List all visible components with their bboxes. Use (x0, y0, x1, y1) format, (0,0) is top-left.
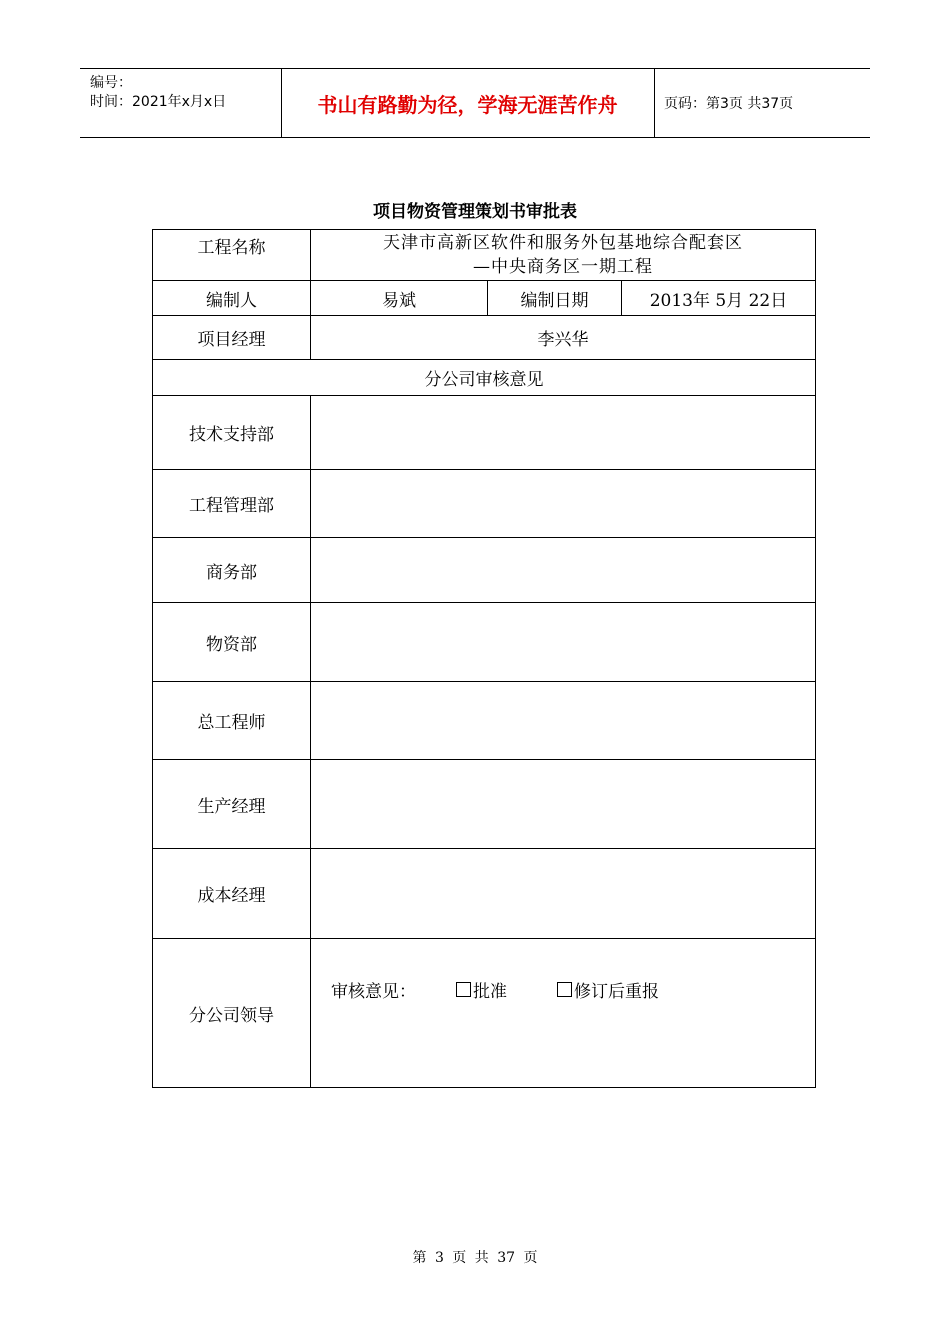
leader-label: 分公司领导 (153, 939, 311, 1088)
date-label: 编制日期 (488, 281, 622, 316)
project-name-label: 工程名称 (153, 230, 311, 281)
section-title: 分公司审核意见 (153, 360, 816, 396)
dept-row (153, 396, 816, 470)
dept-label: 物资部 (153, 603, 311, 682)
dept-opinion-cell[interactable] (311, 538, 816, 603)
dept-row (153, 849, 816, 939)
dept-opinion-cell[interactable] (311, 470, 816, 538)
approve-label: 批准 (473, 982, 507, 1002)
dept-label: 总工程师 (153, 682, 311, 760)
revise-checkbox[interactable] (557, 982, 572, 997)
header-motto: 书山有路勤为径，学海无涯苦作舟 (281, 69, 655, 137)
header-page-info: 页码：第3页 共37页 (664, 96, 794, 112)
project-name-line1: 天津市高新区软件和服务外包基地综合配套区 (383, 233, 743, 253)
dept-row (153, 470, 816, 538)
dept-row (153, 538, 816, 603)
section-title-row (153, 360, 816, 396)
project-name-row (153, 230, 816, 281)
dept-row (153, 682, 816, 760)
dept-label: 成本经理 (153, 849, 311, 939)
page-header (80, 68, 870, 138)
opinion-line (311, 939, 815, 1002)
revise-option[interactable] (557, 977, 659, 1002)
dept-opinion-cell[interactable] (311, 760, 816, 849)
dept-row (153, 760, 816, 849)
dept-row (153, 603, 816, 682)
approve-checkbox[interactable] (456, 982, 471, 997)
approval-form-table (152, 229, 816, 1088)
dept-label: 生产经理 (153, 760, 311, 849)
dept-opinion-cell[interactable] (311, 849, 816, 939)
header-meta (80, 69, 282, 137)
editor-label: 编制人 (153, 281, 311, 316)
page-footer: 第 3 页 共 37 页 (412, 1250, 538, 1266)
project-name-line2: —中央商务区一期工程 (473, 257, 653, 277)
editor-row (153, 281, 816, 316)
date-value: 2013年 5月 22日 (622, 281, 816, 316)
project-name-value (311, 230, 816, 281)
approve-option[interactable] (456, 977, 507, 1002)
dept-label: 商务部 (153, 538, 311, 603)
opinion-label: 审核意见： (331, 982, 416, 1002)
dept-label: 技术支持部 (153, 396, 311, 470)
leader-opinion-cell (311, 939, 816, 1088)
document-title: 项目物资管理策划书审批表 (373, 202, 577, 222)
manager-row (153, 316, 816, 360)
header-number: 编号： (90, 75, 132, 91)
dept-label: 工程管理部 (153, 470, 311, 538)
dept-opinion-cell[interactable] (311, 396, 816, 470)
leader-row (153, 939, 816, 1088)
revise-label: 修订后重报 (574, 982, 659, 1002)
dept-opinion-cell[interactable] (311, 682, 816, 760)
manager-value: 李兴华 (311, 316, 816, 360)
manager-label: 项目经理 (153, 316, 311, 360)
editor-value: 易斌 (311, 281, 488, 316)
dept-opinion-cell[interactable] (311, 603, 816, 682)
header-time: 时间：2021年x月x日 (90, 94, 227, 110)
